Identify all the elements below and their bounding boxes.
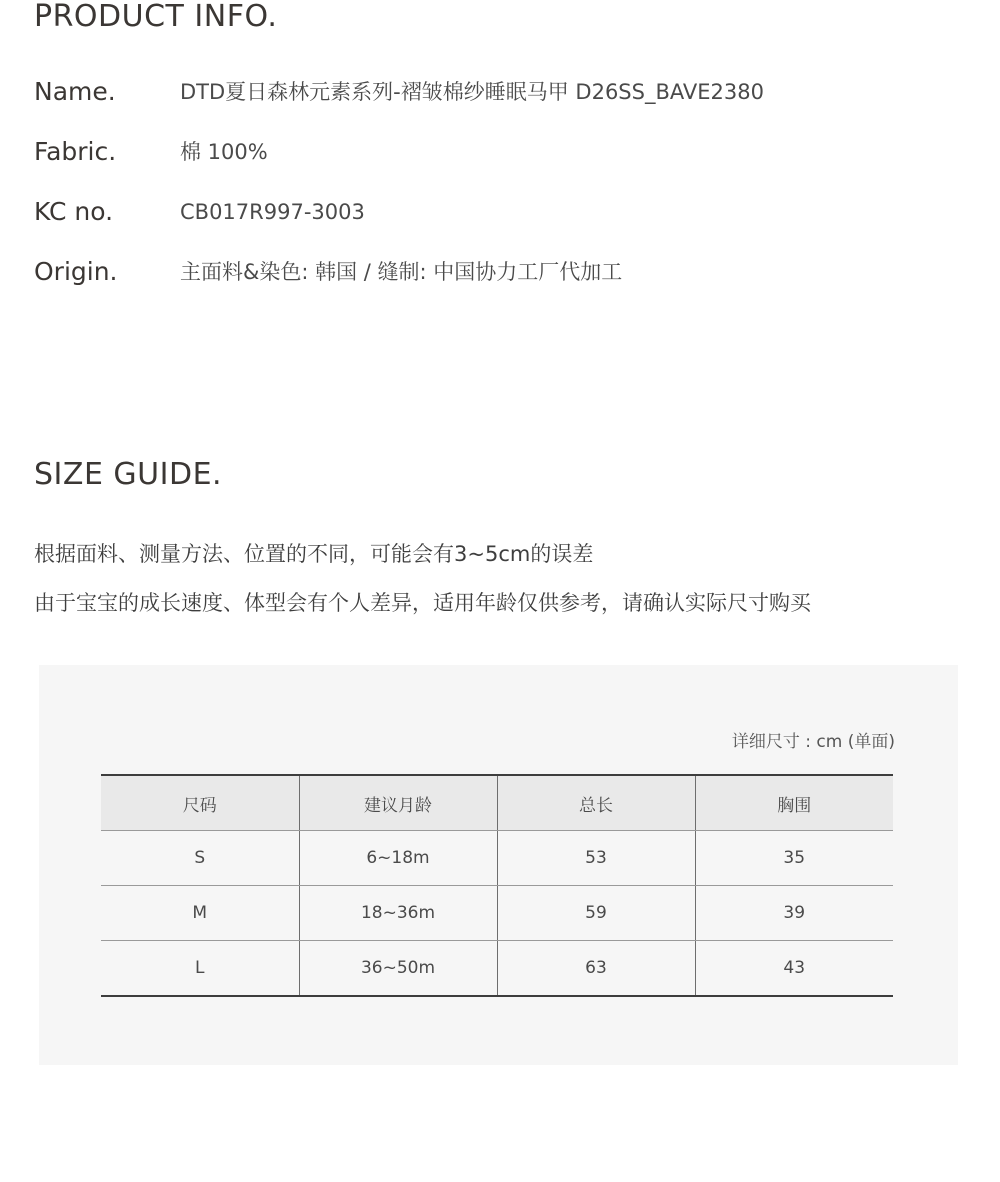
info-value: DTD夏日森林元素系列-褶皱棉纱睡眠马甲 D26SS_BAVE2380 [180, 80, 764, 104]
info-label: KC no. [34, 197, 114, 226]
table-row [101, 886, 893, 941]
info-row-kc-no [34, 192, 974, 232]
table-cell: S [101, 831, 299, 886]
table-cell: 59 [497, 886, 695, 941]
size-note: 根据面料、测量方法、位置的不同，可能会有3~5cm的误差 [34, 542, 594, 566]
info-value: 棉 100% [180, 140, 268, 164]
size-guide-title: SIZE GUIDE. [34, 457, 223, 492]
header-chest: 胸围 [695, 775, 893, 831]
header-size: 尺码 [101, 775, 299, 831]
size-table-panel [39, 665, 958, 1065]
info-label: Name. [34, 77, 116, 106]
table-cell: M [101, 886, 299, 941]
info-row-origin [34, 252, 974, 292]
info-label: Origin. [34, 257, 118, 286]
header-length: 总长 [497, 775, 695, 831]
table-row [101, 941, 893, 997]
table-header-row [101, 775, 893, 831]
table-cell: 18~36m [299, 886, 497, 941]
table-cell: 35 [695, 831, 893, 886]
table-cell: 63 [497, 941, 695, 997]
table-cell: 36~50m [299, 941, 497, 997]
header-age: 建议月龄 [299, 775, 497, 831]
table-row [101, 831, 893, 886]
unit-note: 详细尺寸 : cm (单面) [731, 732, 895, 752]
table-cell: 39 [695, 886, 893, 941]
size-table [101, 774, 893, 997]
product-info-title: PRODUCT INFO. [34, 0, 278, 34]
info-row-fabric [34, 132, 974, 172]
size-note: 由于宝宝的成长速度、体型会有个人差异，适用年龄仅供参考，请确认实际尺寸购买 [34, 591, 811, 615]
table-cell: 53 [497, 831, 695, 886]
table-cell: 6~18m [299, 831, 497, 886]
table-cell: L [101, 941, 299, 997]
info-value: 主面料&染色: 韩国 / 缝制: 中国协力工厂代加工 [180, 260, 623, 284]
info-label: Fabric. [34, 137, 117, 166]
info-row-name [34, 72, 974, 112]
table-cell: 43 [695, 941, 893, 997]
info-value: CB017R997-3003 [180, 200, 365, 224]
